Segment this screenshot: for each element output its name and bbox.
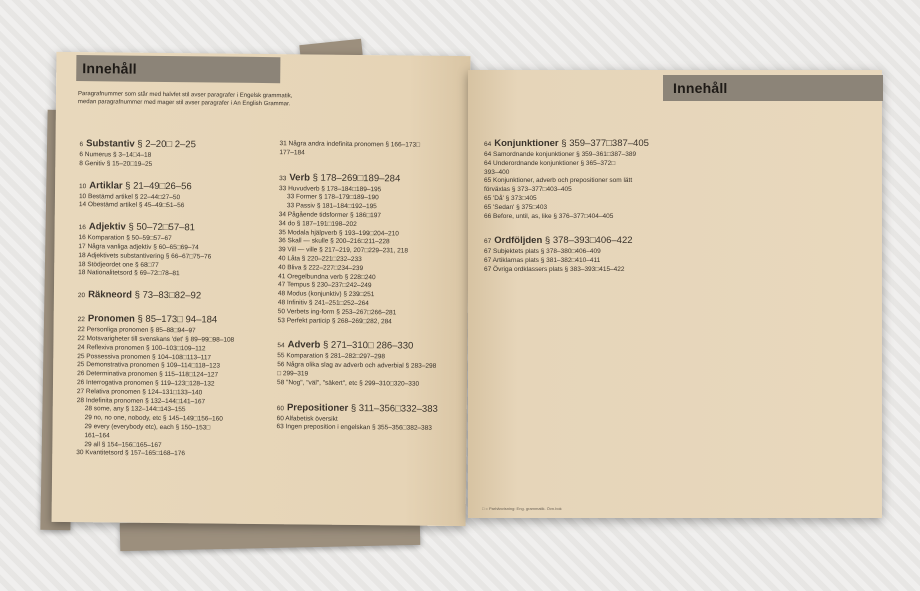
- toc-entry: 60 Alfabetisk översikt: [276, 414, 338, 423]
- section-page-number: 64: [484, 141, 492, 148]
- right-page: [468, 70, 882, 518]
- toc-entry: 64 Underordnande konjunktioner § 365–372□: [484, 159, 616, 167]
- section-name: Räkneord: [88, 289, 133, 301]
- toc-column-right: [484, 138, 684, 275]
- section-name: Prepositioner: [286, 401, 349, 414]
- section-reference: § 85–173□ 94–184: [137, 313, 218, 326]
- toc-entry: 22 Motsvarigheter till svenskans 'det' § 89–99□98–108: [77, 335, 235, 344]
- section-page-number: 22: [77, 316, 85, 324]
- section-page-number: 67: [484, 238, 492, 246]
- toc-entry: 33 Huvudverb § 178–184□189–195: [279, 184, 382, 193]
- toc-subentry: 29 no, no one, nobody, etc § 145–149□156–160: [84, 414, 223, 423]
- toc-entry: 67 Artiklarnas plats § 381–382□410–411: [484, 257, 601, 265]
- left-page: [52, 52, 471, 526]
- intro-note: [78, 90, 458, 110]
- section-page-number: 6: [79, 141, 84, 149]
- toc-entry: □ 299–319: [277, 370, 309, 378]
- toc-entry: förväxlas § 373–377□403–405: [484, 186, 572, 194]
- toc-entry: 28 Indefinita pronomen § 132–144□141–167: [76, 396, 206, 405]
- toc-entry: 66 Before, until, as, like § 376–377□404–405: [484, 212, 614, 220]
- section-reference: § 311–356□332–383: [350, 402, 438, 415]
- toc-entry: 58 "Nog", "väl", "säkert", etc § 299–310□320–330: [276, 378, 420, 388]
- toc-entry: 24 Reflexiva pronomen § 100–103□109–112: [77, 343, 206, 353]
- toc-entry: 63 Ingen preposition i engelskan § 355–356□382–383: [276, 423, 432, 433]
- toc-column-middle: [277, 140, 470, 434]
- footer-note: □ = Parhänvisning: Eng. grammatik. Övn.bok: [482, 506, 562, 511]
- toc-entry: 41 Oregelbundna verb § 228□240: [278, 272, 376, 281]
- toc-entry: 50 Verbets ing-form § 253–267□266–281: [277, 307, 397, 317]
- section-page-number: 54: [277, 342, 285, 350]
- toc-entry: 26 Interrogativa pronomen § 119–123□128–132: [76, 379, 215, 388]
- section-page-number: 16: [78, 224, 86, 232]
- section-page-number: 10: [79, 182, 87, 190]
- section-name: Pronomen: [87, 313, 135, 325]
- section-reference: § 271–310□ 286–330: [322, 339, 414, 352]
- toc-entry: 25 Demonstrativa pronomen § 109–114□118–123: [77, 361, 221, 370]
- toc-entry: 36 Skall — skulle § 200–216□211–228: [278, 237, 390, 246]
- section-reference: § 178–269□189–284: [312, 172, 401, 185]
- section-name: Adverb: [287, 339, 321, 351]
- section-name: Ordföljden: [494, 235, 543, 247]
- section-reference: § 2–20□ 2–25: [137, 138, 196, 151]
- section-heading: [484, 138, 684, 151]
- toc-entry: 26 Determinativa pronomen § 115–118□124–127: [77, 370, 219, 379]
- toc-entry: 53 Perfekt particip § 268–269□282, 284: [277, 316, 392, 325]
- toc-subentry: 33 Passiv § 181–184□192–195: [286, 202, 377, 211]
- section-name: Adjektiv: [88, 221, 126, 233]
- section-page-number: 60: [276, 404, 285, 412]
- toc-entry: 31 Några andra indefinita pronomen § 166–173□: [279, 140, 421, 149]
- toc-entry: 40 Låta § 220–221□232–233: [278, 255, 362, 264]
- toc-entry: 64 Samordnande konjunktioner § 359–361□387–389: [484, 151, 637, 158]
- section-reference: § 378–393□406–422: [544, 235, 633, 247]
- toc-entry: 6 Numerus § 3–14□4–18: [79, 151, 152, 159]
- toc-subentry: 29 all § 154–156□165–167: [84, 440, 162, 449]
- toc-entry: 34 Pågående tidsformer § 186□197: [278, 211, 382, 220]
- toc-subentry: 29 every (everybody etc), each § 150–153□: [84, 423, 211, 432]
- toc-entry: 65 'Sedan' § 375□403: [484, 203, 548, 211]
- toc-subentry: 28 some, any § 132–144□143–155: [84, 405, 186, 414]
- toc-entry: 48 Infinitiv § 241–251□252–264: [277, 299, 369, 308]
- toc-entry: 22 Personliga pronomen § 85–88□94–97: [77, 326, 196, 335]
- section-reference: § 21–49□26–56: [125, 180, 192, 192]
- toc-entry: 18 Nationalitetsord § 69–72□78–81: [78, 269, 180, 278]
- right-page-title: Innehåll: [663, 75, 883, 101]
- section-name: Artiklar: [89, 179, 123, 192]
- toc-entry: 18 Stödjeordet one § 68□77: [78, 260, 159, 269]
- section-reference: § 50–72□57–81: [128, 221, 196, 234]
- intro-line: medan paragrafnummer med mager stil avser paragrafer i An English Grammar.: [77, 99, 291, 108]
- section-name: Konjunktioner: [494, 138, 559, 149]
- toc-entry: 67 Subjektets plats § 378–380□406–409: [484, 248, 601, 256]
- toc-entry: 393–400: [484, 168, 510, 176]
- toc-entry: 35 Modala hjälpverb § 193–199□204–210: [278, 228, 399, 238]
- toc-entry: 25 Possessiva pronomen § 104–108□113–117: [77, 352, 212, 362]
- section-name: Verb: [289, 171, 311, 184]
- section-heading: [277, 402, 467, 417]
- toc-subentry: 33 Former § 178–179□189–190: [286, 193, 379, 202]
- toc-subentry: 161–164: [84, 431, 110, 440]
- toc-entry: 34 do § 187–191□198–202: [278, 219, 357, 228]
- section-reference: § 73–83□82–92: [134, 289, 202, 302]
- toc-entry: 18 Adjektivets substantivering § 66–67□75–76: [78, 251, 212, 261]
- toc-entry: 47 Tempus § 230–237□242–249: [278, 281, 372, 290]
- section-heading: [484, 235, 684, 248]
- toc-entry: 14 Obestämd artikel § 45–49□51–56: [78, 201, 185, 210]
- section-heading: [78, 289, 273, 304]
- section-spacer: [484, 221, 684, 235]
- section-reference: § 359–377□387–405: [561, 138, 649, 149]
- toc-entry: 65 Konjunktioner, adverb och prepositioner som lätt: [484, 177, 633, 185]
- toc-entry: 56 Några olika slag av adverb och adverbial § 283–298: [277, 361, 437, 370]
- toc-entry: 39 Vill — ville § 217–219, 207□229–231, 218: [278, 246, 409, 255]
- toc-entry: 67 Övriga ordklassers plats § 383–393□415–422: [484, 265, 625, 273]
- intro-line: Paragrafnummer som står med halvfet stil avser paragrafer i Engelsk grammatik,: [77, 91, 293, 100]
- toc-entry: 17 Några vanliga adjektiv § 60–65□69–74: [78, 243, 199, 252]
- toc-entry: 10 Bestämd artikel § 22–44□27–50: [78, 192, 181, 201]
- toc-entry: 65 'Då' § 373□405: [484, 194, 537, 202]
- toc-entry: 16 Komparation § 50–59□57–67: [78, 234, 172, 243]
- toc-column-left: [76, 138, 274, 460]
- toc-entry: 40 Bliva § 222–227□234–239: [278, 263, 364, 272]
- toc-entry: 8 Genitiv § 15–20□19–25: [79, 159, 153, 168]
- section-page-number: 33: [279, 174, 287, 182]
- toc-entry: 177–184: [279, 148, 305, 157]
- section-name: Substantiv: [86, 138, 135, 150]
- left-page-title: Innehåll: [76, 55, 280, 83]
- section-page-number: 20: [77, 292, 86, 300]
- toc-entry: 48 Modus (konjunktiv) § 239□251: [277, 290, 375, 299]
- toc-entry: 55 Komparation § 281–282□297–298: [277, 352, 385, 361]
- toc-entry: 27 Relativa pronomen § 124–131□133–140: [76, 387, 203, 397]
- toc-entry: 30 Kvantitetsord § 157–165□168–176: [76, 449, 186, 458]
